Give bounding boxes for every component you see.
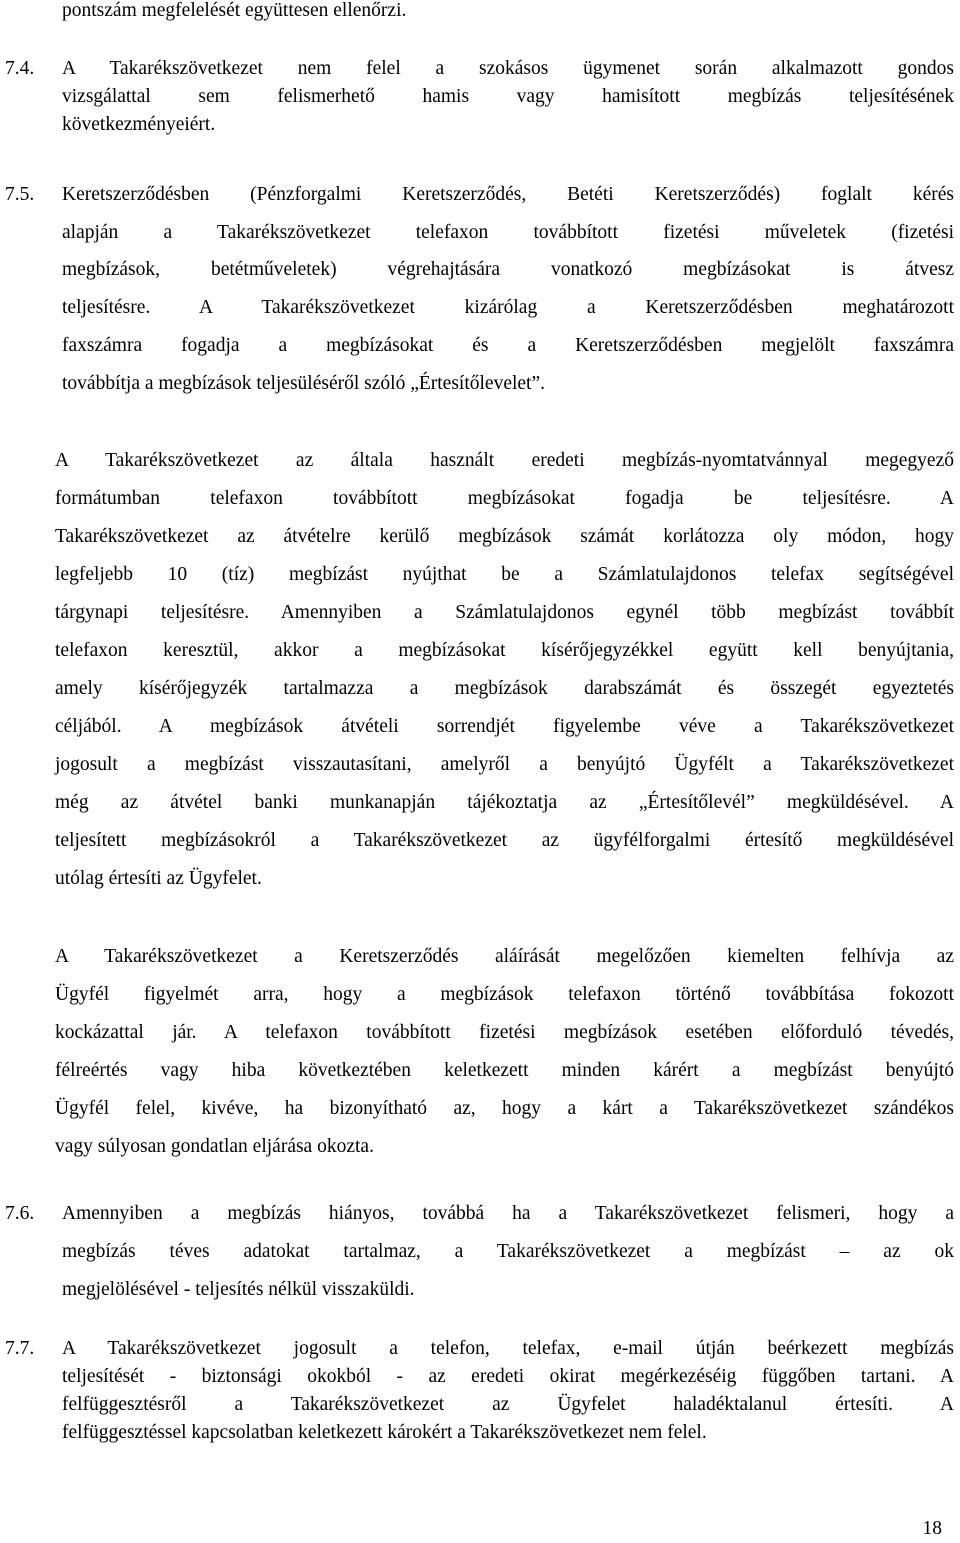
text-line: A Takarékszövetkezet az általa használt eredeti megbízás-nyomtatvánnyal megegyező bbox=[55, 450, 954, 471]
text-line: A Takarékszövetkezet nem felel a szokásos ügymenet során alkalmazott gondos bbox=[62, 58, 954, 79]
text-line: következményeiért. bbox=[62, 114, 216, 135]
text-line: amely kísérőjegyzék tartalmazza a megbízások darabszámát és összegét egyeztetés bbox=[55, 678, 954, 699]
text-line: alapján a Takarékszövetkezet telefaxon továbbított fizetési műveletek (fizetési bbox=[62, 222, 954, 243]
text-line: Ügyfél figyelmét arra, hogy a megbízások telefaxon történő továbbítása fokozott bbox=[55, 984, 954, 1005]
text-line: megjelölésével - teljesítés nélkül visszaküldi. bbox=[62, 1279, 415, 1300]
text-line: továbbítja a megbízások teljesüléséről szóló „Értesítőlevelet”. bbox=[62, 373, 545, 394]
page-number: 18 bbox=[922, 1518, 942, 1539]
section-number: 7.6. bbox=[5, 1203, 35, 1224]
text-line: jogosult a megbízást visszautasítani, amelyről a benyújtó Ügyfélt a Takarékszövetkezet bbox=[55, 754, 954, 775]
text-line: formátumban telefaxon továbbított megbízásokat fogadja be teljesítésre. A bbox=[55, 488, 954, 509]
text-line: Ügyfél felel, kivéve, ha bizonyítható az, hogy a kárt a Takarékszövetkezet szándékos bbox=[55, 1098, 954, 1119]
text-line: vizsgálattal sem felismerhető hamis vagy hamisított megbízás teljesítésének bbox=[62, 86, 954, 107]
section-number: 7.4. bbox=[5, 58, 35, 79]
text-line: céljából. A megbízások átvételi sorrendjét figyelembe véve a Takarékszövetkezet bbox=[55, 716, 954, 737]
text-line: pontszám megfelelését együttesen ellenőrzi. bbox=[62, 0, 407, 21]
text-line: megbízások, betétműveletek) végrehajtására vonatkozó megbízásokat is átvesz bbox=[62, 259, 954, 280]
text-line: faxszámra fogadja a megbízásokat és a Keretszerződésben megjelölt faxszámra bbox=[62, 335, 954, 356]
text-line: utólag értesíti az Ügyfelet. bbox=[55, 868, 262, 889]
text-line: még az átvétel banki munkanapján tájékoztatja az „Értesítőlevél” megküldésével. A bbox=[55, 792, 954, 813]
text-line: Keretszerződésben (Pénzforgalmi Keretszerződés, Betéti Keretszerződés) foglalt kérés bbox=[62, 184, 954, 205]
text-line: A Takarékszövetkezet a Keretszerződés aláírását megelőzően kiemelten felhívja az bbox=[55, 946, 954, 967]
text-line: teljesítését - biztonsági okokból - az eredeti okirat megérkezéséig függőben tartani. A bbox=[62, 1366, 954, 1387]
text-line: felfüggesztésről a Takarékszövetkezet az Ügyfelet haladéktalanul értesíti. A bbox=[62, 1394, 954, 1415]
text-line: megbízás téves adatokat tartalmaz, a Takarékszövetkezet a megbízást – az ok bbox=[62, 1241, 954, 1262]
text-line: legfeljebb 10 (tíz) megbízást nyújthat be a Számlatulajdonos telefax segítségével bbox=[55, 564, 954, 585]
text-line: Takarékszövetkezet az átvételre kerülő megbízások számát korlátozza oly módon, hogy bbox=[55, 526, 954, 547]
text-line: teljesítésre. A Takarékszövetkezet kizárólag a Keretszerződésben meghatározott bbox=[62, 297, 954, 318]
text-line: felfüggesztéssel kapcsolatban keletkezett károkért a Takarékszövetkezet nem felel. bbox=[62, 1422, 707, 1443]
text-line: Amennyiben a megbízás hiányos, továbbá ha a Takarékszövetkezet felismeri, hogy a bbox=[62, 1203, 954, 1224]
text-line: kockázattal jár. A telefaxon továbbított fizetési megbízások esetében előforduló tévedés, bbox=[55, 1022, 954, 1043]
text-line: telefaxon keresztül, akkor a megbízásokat kísérőjegyzékkel együtt kell benyújtania, bbox=[55, 640, 954, 661]
text-line: teljesített megbízásokról a Takarékszövetkezet az ügyfélforgalmi értesítő megküldésével bbox=[55, 830, 954, 851]
section-number: 7.7. bbox=[5, 1338, 35, 1359]
text-line: vagy súlyosan gondatlan eljárása okozta. bbox=[55, 1136, 374, 1157]
text-line: A Takarékszövetkezet jogosult a telefon, telefax, e-mail útján beérkezett megbízás bbox=[62, 1338, 954, 1359]
text-line: félreértés vagy hiba következtében keletkezett minden kárért a megbízást benyújtó bbox=[55, 1060, 954, 1081]
section-number: 7.5. bbox=[5, 184, 35, 205]
text-line: tárgynapi teljesítésre. Amennyiben a Számlatulajdonos egynél több megbízást továbbít bbox=[55, 602, 954, 623]
